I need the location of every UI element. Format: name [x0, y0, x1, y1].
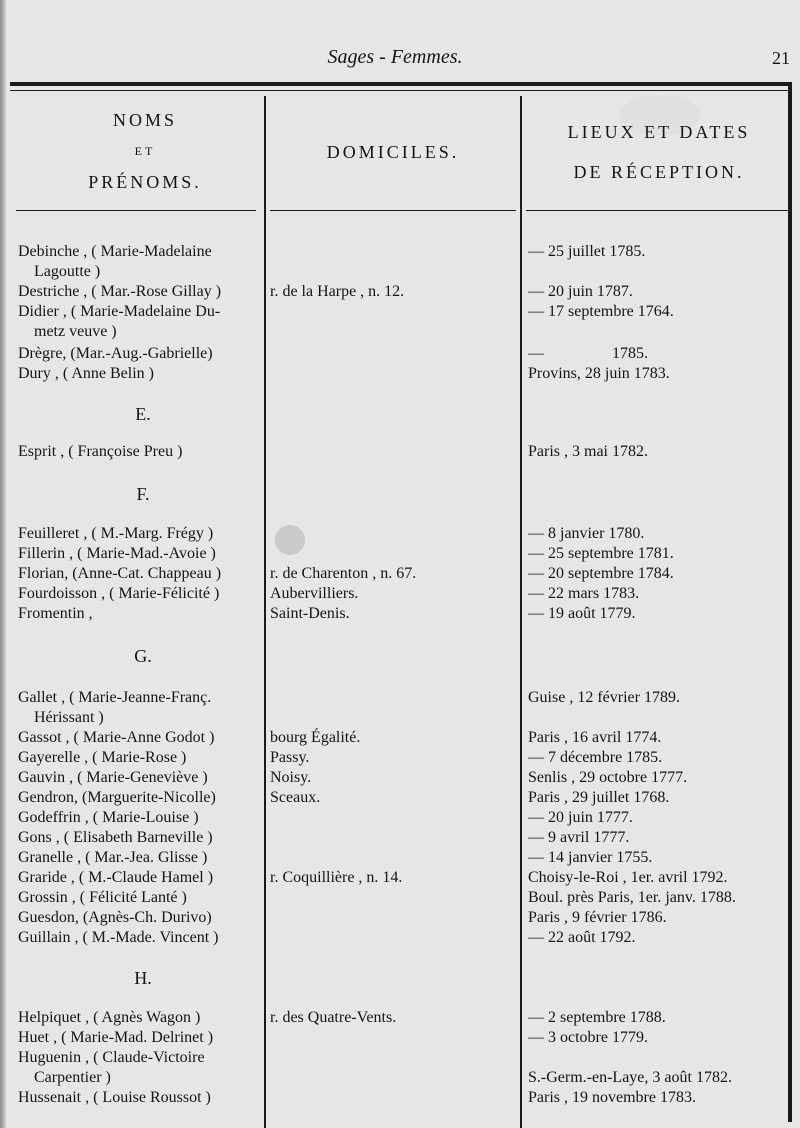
table-row	[18, 868, 798, 888]
entry-reception: Senlis , 29 octobre 1777.	[528, 769, 688, 786]
column-header-noms-line1: NOMS	[112, 110, 177, 130]
table-row	[18, 344, 798, 364]
entry-name: Huet , ( Marie-Mad. Delrinet )	[18, 1029, 214, 1046]
entry-reception: — 8 janvier 1780.	[528, 525, 645, 542]
entry-reception: Paris , 9 février 1786.	[528, 909, 667, 926]
running-title: Sages - Femmes.	[327, 46, 463, 68]
column-header-domiciles-label: DOMICILES.	[326, 142, 460, 162]
entry-name: Graride , ( M.-Claude Hamel )	[18, 869, 214, 886]
entry-name: Drègre, (Mar.-Aug.-Gabrielle)	[18, 345, 213, 362]
section-letter-f: F.	[136, 484, 150, 504]
section-letter-h: H.	[134, 968, 152, 988]
table-row	[18, 364, 798, 384]
table-row	[18, 564, 798, 584]
column-header-lieux-line2: DE RÉCEPTION.	[573, 162, 745, 182]
entry-domicile: Passy.	[270, 749, 310, 766]
entry-domicile: bourg Égalité.	[270, 729, 361, 746]
section-letter-e: E.	[135, 404, 151, 424]
entry-reception: Paris , 29 juillet 1768.	[528, 789, 670, 806]
table-row	[18, 262, 798, 282]
table-row	[18, 1088, 798, 1108]
column-header-reception	[524, 162, 794, 183]
entry-name: Fourdoisson , ( Marie-Félicité )	[18, 585, 220, 602]
entry-reception: — 2 septembre 1788.	[528, 1009, 666, 1026]
table-row	[18, 584, 798, 604]
table-row	[18, 302, 798, 322]
entry-reception: Guise , 12 février 1789.	[528, 689, 680, 706]
entry-name: Helpiquet , ( Agnès Wagon )	[18, 1009, 201, 1026]
table-row	[18, 928, 798, 948]
column-header-lieux-line1: LIEUX ET DATES	[567, 122, 751, 142]
table-row	[18, 728, 798, 748]
section-letter-g: G.	[134, 646, 152, 666]
entry-name: Guillain , ( M.-Made. Vincent )	[18, 929, 219, 946]
entry-name: Huguenin , ( Claude-Victoire	[18, 1049, 205, 1066]
entry-name-continued: Hérissant )	[34, 709, 104, 726]
entry-name: Gendron, (Marguerite-Nicolle)	[18, 789, 216, 806]
header-rule-noms	[16, 210, 256, 211]
table-row	[18, 808, 798, 828]
entry-reception: — 14 janvier 1755.	[528, 849, 653, 866]
table-row	[18, 828, 798, 848]
entry-reception: Paris , 19 novembre 1783.	[528, 1089, 696, 1106]
entry-domicile: Sceaux.	[270, 789, 321, 806]
entry-name: Didier , ( Marie-Madelaine Du-	[18, 303, 221, 320]
table-row	[18, 1068, 798, 1088]
book-spine-shadow	[0, 0, 6, 1128]
entry-name: Gallet , ( Marie-Jeanne-Franç.	[18, 689, 212, 706]
table-inner-rule	[10, 90, 788, 91]
entry-name: Grossin , ( Félicité Lanté )	[18, 889, 187, 906]
running-head	[0, 44, 800, 74]
entry-name: Godeffrin , ( Marie-Louise )	[18, 809, 199, 826]
column-header-lieux	[524, 122, 794, 143]
entry-name: Guesdon, (Agnès-Ch. Durivo)	[18, 909, 212, 926]
table-row	[18, 442, 798, 462]
column-header-prenoms	[30, 172, 260, 193]
column-header-domiciles	[270, 142, 516, 163]
table-row	[18, 848, 798, 868]
entry-reception: — 20 juin 1777.	[528, 809, 633, 826]
table-row	[18, 768, 798, 788]
entry-reception: — 17 septembre 1764.	[528, 303, 674, 320]
entry-name: Gauvin , ( Marie-Geneviève )	[18, 769, 208, 786]
column-header-noms-line3: PRÉNOMS.	[88, 172, 202, 192]
entry-domicile: Noisy.	[270, 769, 312, 786]
table-row	[18, 708, 798, 728]
entry-reception: Boul. près Paris, 1er. janv. 1788.	[528, 889, 736, 906]
entry-reception: — 19 août 1779.	[528, 605, 636, 622]
table-row	[18, 322, 798, 342]
entry-name: Hussenait , ( Louise Roussot )	[18, 1089, 211, 1106]
table-row	[18, 524, 798, 544]
entry-name: Esprit , ( Françoise Preu )	[18, 443, 183, 460]
entry-domicile: Aubervilliers.	[270, 585, 359, 602]
entry-domicile: Saint-Denis.	[270, 605, 350, 622]
entry-name-continued: metz veuve )	[34, 323, 117, 340]
entry-domicile: r. de la Harpe , n. 12.	[270, 283, 405, 300]
table-row	[18, 1048, 798, 1068]
table-row	[18, 1008, 798, 1028]
entry-name: Fillerin , ( Marie-Mad.-Avoie )	[18, 545, 216, 562]
entry-domicile: r. de Charenton , n. 67.	[270, 565, 417, 582]
table-row	[18, 544, 798, 564]
header-rule-lieux	[526, 210, 788, 211]
page-number: 21	[772, 48, 790, 68]
entry-reception: — 22 août 1792.	[528, 929, 636, 946]
entry-name: Destriche , ( Mar.-Rose Gillay )	[18, 283, 222, 300]
entry-reception: Paris , 16 avril 1774.	[528, 729, 662, 746]
entry-reception: Provins, 28 juin 1783.	[528, 365, 670, 382]
entry-reception: — 3 octobre 1779.	[528, 1029, 648, 1046]
entry-domicile: r. des Quatre-Vents.	[270, 1009, 397, 1026]
column-header-noms	[30, 110, 260, 131]
entry-reception: Choisy-le-Roi , 1er. avril 1792.	[528, 869, 728, 886]
table-row	[18, 908, 798, 928]
entry-reception: — 25 juillet 1785.	[528, 243, 646, 260]
table-row	[18, 282, 798, 302]
entry-name: Dury , ( Anne Belin )	[18, 365, 154, 382]
column-header-noms-line2: ET	[134, 144, 156, 158]
column-header-noms-et	[30, 144, 260, 159]
table-row	[18, 688, 798, 708]
table-row	[18, 888, 798, 908]
entry-name: Feuilleret , ( M.-Marg. Frégy )	[18, 525, 214, 542]
table-row	[18, 788, 798, 808]
entry-reception: — 9 avril 1777.	[528, 829, 630, 846]
entry-reception: — 22 mars 1783.	[528, 585, 640, 602]
header-rule-domiciles	[270, 210, 516, 211]
table-row	[18, 604, 798, 624]
entry-name: Gons , ( Elisabeth Barneville )	[18, 829, 213, 846]
entry-reception: Paris , 3 mai 1782.	[528, 443, 648, 460]
entry-name: Gassot , ( Marie-Anne Godot )	[18, 729, 215, 746]
entry-reception: — 20 septembre 1784.	[528, 565, 674, 582]
entry-reception: S.-Germ.-en-Laye, 3 août 1782.	[528, 1069, 732, 1086]
entry-reception: — 7 décembre 1785.	[528, 749, 663, 766]
entry-reception: — 1785.	[528, 345, 648, 362]
entry-reception: — 25 septembre 1781.	[528, 545, 674, 562]
entry-name: Gayerelle , ( Marie-Rose )	[18, 749, 187, 766]
table-row	[18, 242, 798, 262]
entry-name-continued: Carpentier )	[34, 1069, 111, 1086]
entry-name-continued: Lagoutte )	[34, 263, 101, 280]
entry-domicile: r. Coquillière , n. 14.	[270, 869, 403, 886]
entry-name: Granelle , ( Mar.-Jea. Glisse )	[18, 849, 208, 866]
entry-name: Florian, (Anne-Cat. Chappeau )	[18, 565, 222, 582]
table-row	[18, 748, 798, 768]
table-row	[18, 1028, 798, 1048]
entry-reception: — 20 juin 1787.	[528, 283, 633, 300]
entry-name: Debinche , ( Marie-Madelaine	[18, 243, 212, 260]
entry-name: Fromentin ,	[18, 605, 93, 622]
